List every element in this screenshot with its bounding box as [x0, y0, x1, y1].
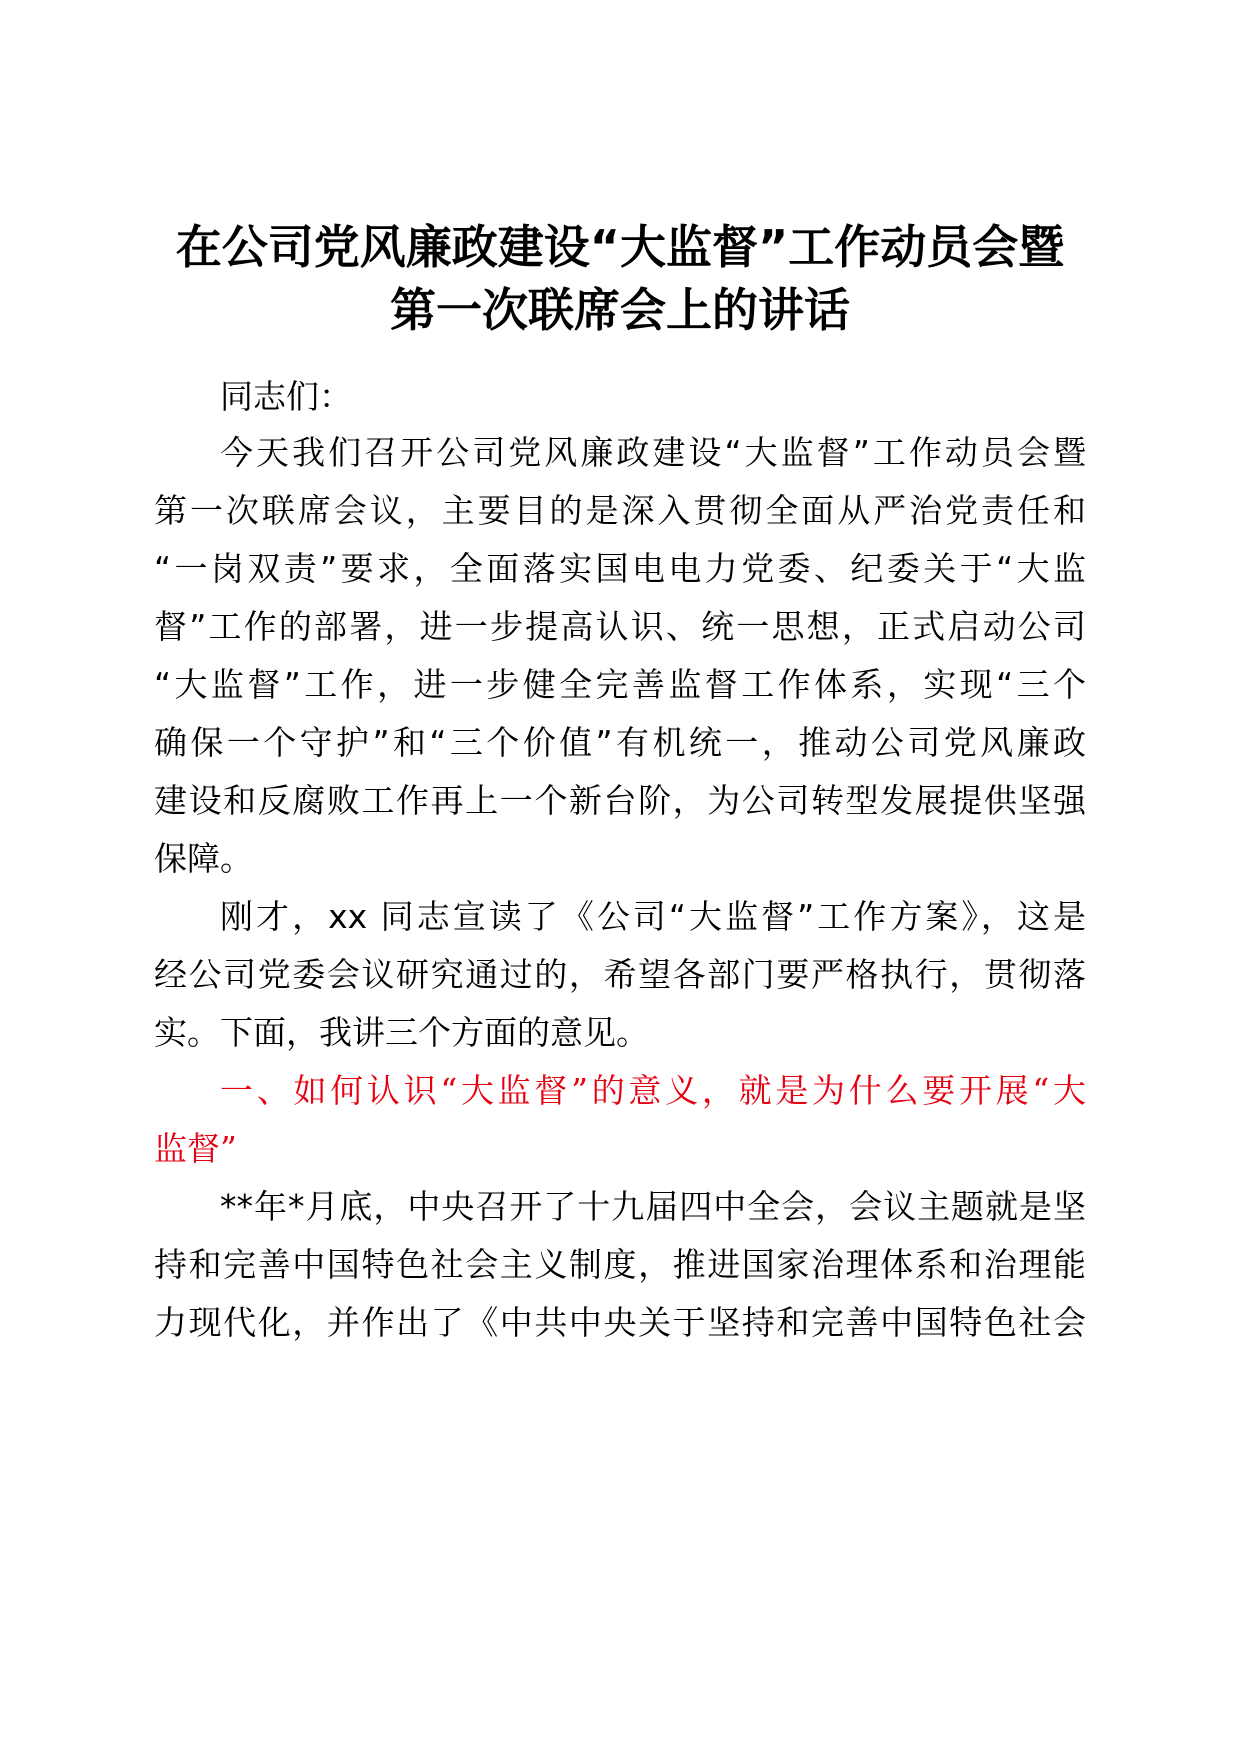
paragraph-1-line: 第一次联席会议，主要目的是深入贯彻全面从严治党责任和 — [154, 491, 1086, 530]
paragraph-1-line: 今天我们召开公司党风廉政建设“大监督”工作动员会暨 — [220, 433, 1086, 472]
paragraph-2-line: 实。下面，我讲三个方面的意见。 — [154, 1013, 649, 1052]
paragraph-3-line: 力现代化，并作出了《中共中央关于坚持和完善中国特色社会 — [154, 1303, 1086, 1342]
salutation: 同志们： — [220, 377, 352, 416]
paragraph-2-line: 经公司党委会议研究通过的，希望各部门要严格执行，贯彻落 — [154, 955, 1086, 994]
paragraph-1-line: “大监督”工作，进一步健全完善监督工作体系，实现“三个 — [154, 665, 1086, 704]
paragraph-3-line: 持和完善中国特色社会主义制度，推进国家治理体系和治理能 — [154, 1245, 1086, 1284]
section-heading-line: 一、如何认识“大监督”的意义，就是为什么要开展“大 — [220, 1071, 1086, 1110]
document-title-line-2: 第一次联席会上的讲话 — [390, 283, 850, 337]
paragraph-3-line: **年*月底，中央召开了十九届四中全会，会议主题就是坚 — [220, 1187, 1086, 1226]
paragraph-2-line: 刚才，xx 同志宣读了《公司“大监督”工作方案》，这是 — [220, 897, 1086, 936]
paragraph-1-line: 确保一个守护”和“三个价值”有机统一，推动公司党风廉政 — [154, 723, 1086, 762]
paragraph-1-line: 建设和反腐败工作再上一个新台阶，为公司转型发展提供坚强 — [154, 781, 1086, 820]
paragraph-1-line: 督”工作的部署，进一步提高认识、统一思想，正式启动公司 — [154, 607, 1086, 646]
paragraph-1-line: 保障。 — [154, 839, 253, 878]
document-title-line-1: 在公司党风廉政建设“大监督”工作动员会暨 — [175, 220, 1065, 274]
section-heading-line: 监督” — [154, 1129, 237, 1168]
paragraph-1-line: “一岗双责”要求，全面落实国电电力党委、纪委关于“大监 — [154, 549, 1086, 588]
